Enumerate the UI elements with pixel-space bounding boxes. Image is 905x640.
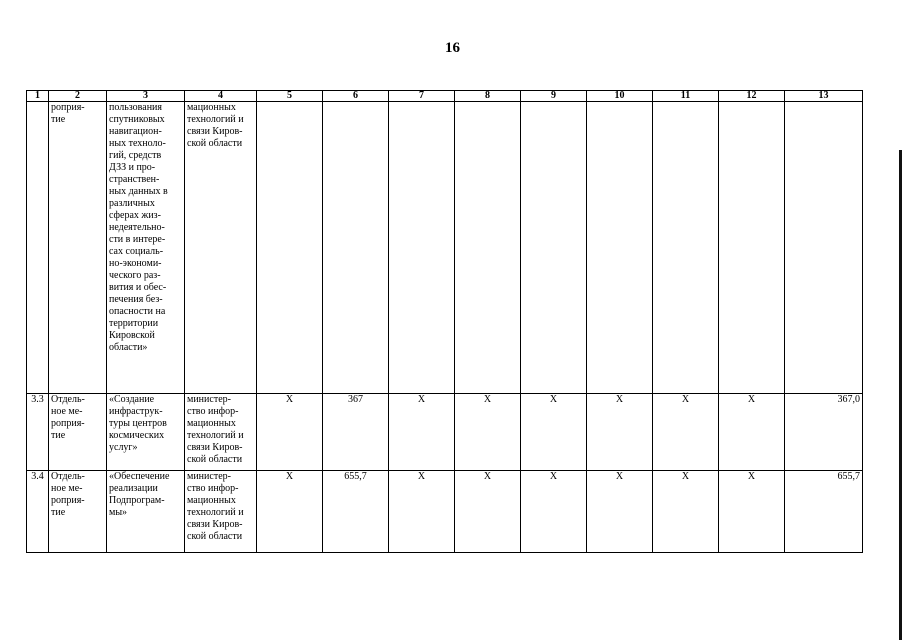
value-cell: X <box>719 471 785 553</box>
row-number: 3.3 <box>27 394 49 471</box>
column-number: 12 <box>719 91 785 102</box>
column-number: 7 <box>389 91 455 102</box>
row-name: «Обеспечение реализации Подпрограм- мы» <box>107 471 185 553</box>
value-cell: X <box>719 394 785 471</box>
value-cell <box>785 102 863 394</box>
row-executor: министер- ство инфор- мационных технологий и связи Киров- ской области <box>185 394 257 471</box>
row-number: 3.4 <box>27 471 49 553</box>
value-cell: X <box>389 471 455 553</box>
column-number: 4 <box>185 91 257 102</box>
value-cell: X <box>455 471 521 553</box>
value-cell: 367 <box>323 394 389 471</box>
value-cell: X <box>521 471 587 553</box>
value-cell: X <box>653 471 719 553</box>
table-row <box>27 394 863 471</box>
value-cell: X <box>257 394 323 471</box>
column-number: 2 <box>49 91 107 102</box>
row-type: Отдель- ное ме- роприя- тие <box>49 471 107 553</box>
value-cell <box>653 102 719 394</box>
value-cell <box>587 102 653 394</box>
column-number: 13 <box>785 91 863 102</box>
value-cell: X <box>653 394 719 471</box>
column-number: 8 <box>455 91 521 102</box>
value-cell: 655,7 <box>323 471 389 553</box>
value-cell: X <box>455 394 521 471</box>
value-cell: X <box>389 394 455 471</box>
row-executor: министер- ство инфор- мационных технологий и связи Киров- ской области <box>185 471 257 553</box>
row-name: пользования спутниковых навигацион- ных техноло- гий, средств ДЗЗ и про- странствен- ных данных в различных сферах жиз- недеятельно- сти в интере- сах социаль- но-экономи- ческого раз- вития и обес- печения без- опасности на территории Кировской области» <box>107 102 185 394</box>
value-cell: X <box>587 471 653 553</box>
value-cell: 655,7 <box>785 471 863 553</box>
budget-table <box>26 90 863 553</box>
row-executor: мационных технологий и связи Киров- ской области <box>185 102 257 394</box>
table-row <box>27 102 863 394</box>
column-number: 3 <box>107 91 185 102</box>
value-cell <box>389 102 455 394</box>
row-type: роприя- тие <box>49 102 107 394</box>
row-name: «Создание инфраструк- туры центров космических услуг» <box>107 394 185 471</box>
value-cell <box>719 102 785 394</box>
value-cell <box>323 102 389 394</box>
column-number: 9 <box>521 91 587 102</box>
value-cell <box>521 102 587 394</box>
column-number-row <box>27 91 863 102</box>
value-cell: X <box>257 471 323 553</box>
column-number: 11 <box>653 91 719 102</box>
table-row <box>27 471 863 553</box>
value-cell: 367,0 <box>785 394 863 471</box>
value-cell <box>257 102 323 394</box>
column-number: 6 <box>323 91 389 102</box>
page-number: 16 <box>445 40 460 56</box>
row-number <box>27 102 49 394</box>
column-number: 5 <box>257 91 323 102</box>
value-cell <box>455 102 521 394</box>
value-cell: X <box>587 394 653 471</box>
column-number: 10 <box>587 91 653 102</box>
scan-edge-divider <box>899 150 902 640</box>
column-number: 1 <box>27 91 49 102</box>
value-cell: X <box>521 394 587 471</box>
row-type: Отдель- ное ме- роприя- тие <box>49 394 107 471</box>
